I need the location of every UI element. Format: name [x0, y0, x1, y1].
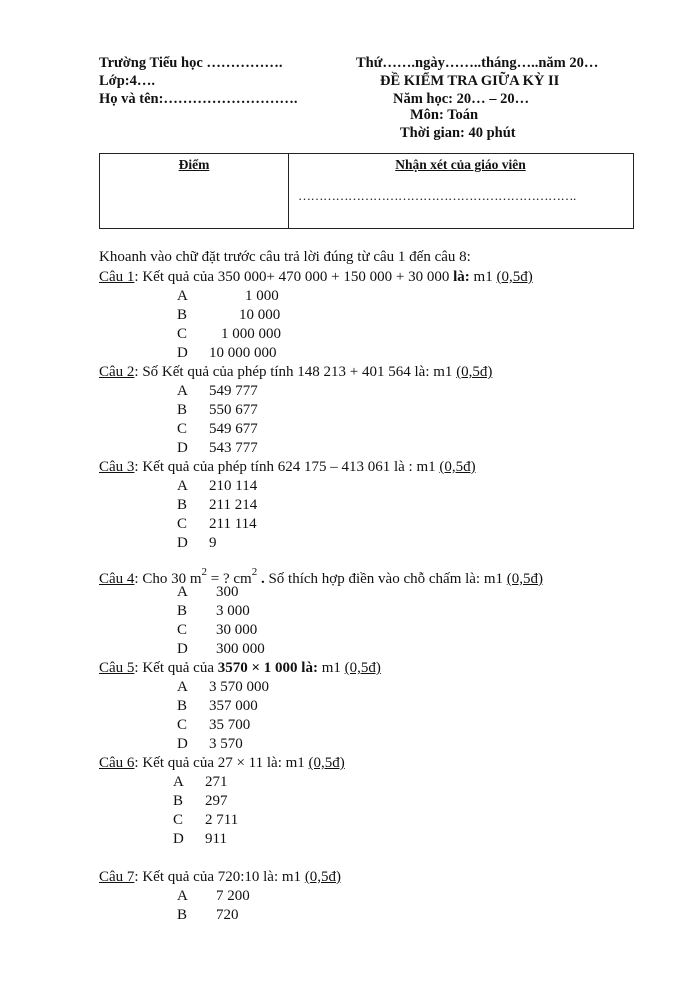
option-1c[interactable] [177, 325, 281, 343]
option-5b[interactable] [177, 697, 258, 715]
question-2 [99, 363, 492, 381]
option-value: 550 677 [209, 402, 258, 418]
option-4b[interactable] [177, 602, 250, 620]
option-letter: A [177, 478, 188, 494]
option-4d[interactable] [177, 640, 265, 658]
option-value: 210 114 [209, 478, 258, 494]
question-points: (0,5đ) [344, 660, 381, 676]
question-text: : Kết quả của phép tính 624 175 – 413 061 là : m1 [134, 459, 440, 475]
date-field: Thứ…….ngày……..tháng…..năm 20… [356, 55, 599, 71]
option-value: 720 [216, 907, 239, 923]
option-4c[interactable] [177, 621, 257, 639]
option-3d[interactable] [177, 534, 217, 552]
option-letter: B [177, 907, 188, 923]
option-letter: B [177, 603, 188, 619]
option-2a[interactable] [177, 382, 258, 400]
option-3c[interactable] [177, 515, 257, 533]
school-year: Năm học: 20… – 20… [393, 91, 530, 107]
question-5 [99, 659, 381, 677]
option-6a[interactable] [173, 773, 228, 791]
score-header: Điểm [178, 157, 210, 172]
option-letter: A [177, 383, 188, 399]
question-points: (0,5đ) [496, 269, 533, 285]
option-letter: A [177, 584, 188, 600]
option-2c[interactable] [177, 420, 258, 438]
question-3 [99, 458, 476, 476]
exam-time: Thời gian: 40 phút [400, 125, 516, 141]
option-value: 30 000 [216, 622, 258, 638]
option-value: 10 000 000 [209, 345, 277, 361]
student-name-field: Họ và tên:………………………. [99, 91, 298, 107]
option-letter: D [177, 736, 188, 752]
teacher-comment-line: …………………………………………………………. [298, 188, 576, 203]
option-value: 1 000 [245, 288, 279, 304]
question-4 [99, 563, 543, 588]
option-letter: A [177, 288, 188, 304]
option-6d[interactable] [173, 830, 227, 848]
option-6b[interactable] [173, 792, 228, 810]
option-value: 297 [205, 793, 228, 809]
option-1b[interactable] [177, 306, 280, 324]
superscript-2: 2 [251, 566, 258, 578]
question-points: (0,5đ) [439, 459, 476, 475]
option-letter: D [173, 831, 184, 847]
option-value: 3 000 [216, 603, 250, 619]
question-text: : Cho 30 m [134, 571, 202, 587]
superscript-2: 2 [201, 566, 208, 578]
question-text: : Kết quả của 27 × 11 là: m1 [134, 755, 309, 771]
option-letter: B [177, 307, 188, 323]
option-letter: D [177, 641, 188, 657]
option-letter: A [177, 679, 188, 695]
option-letter: C [177, 622, 188, 638]
exam-title: ĐỀ KIỂM TRA GIỮA KỲ II [380, 73, 560, 89]
subject: Môn: Toán [410, 107, 479, 123]
option-value: 911 [205, 831, 227, 847]
option-value: 357 000 [209, 698, 258, 714]
teacher-comment-header: Nhận xét của giáo viên [395, 157, 526, 172]
option-value: 1 000 000 [221, 326, 281, 342]
question-label: Câu 6 [99, 755, 135, 771]
question-text-level: m1 [469, 269, 497, 285]
question-text-bold: . [257, 571, 269, 587]
instruction: Khoanh vào chữ đặt trước câu trả lời đúng từ câu 1 đến câu 8: [99, 249, 471, 265]
question-text: : Số Kết quả của phép tính 148 213 + 401 564 là: m1 [134, 364, 457, 380]
question-text-bold: 3570 × 1 000 là: [217, 660, 318, 676]
option-value: 300 [216, 584, 239, 600]
option-value: 211 114 [209, 516, 257, 532]
question-label: Câu 3 [99, 459, 135, 475]
question-points: (0,5đ) [456, 364, 493, 380]
option-value: 35 700 [209, 717, 251, 733]
question-7 [99, 868, 341, 886]
option-letter: C [177, 326, 188, 342]
school-name: Trường Tiểu học ……………. [99, 55, 283, 71]
question-label: Câu 2 [99, 364, 135, 380]
question-label: Câu 4 [99, 571, 135, 587]
question-text-bold: là: [453, 269, 470, 285]
option-letter: B [177, 497, 188, 513]
question-label: Câu 1 [99, 269, 135, 285]
question-label: Câu 7 [99, 869, 135, 885]
question-points: (0,5đ) [308, 755, 345, 771]
option-value: 300 000 [216, 641, 265, 657]
option-letter: B [177, 402, 188, 418]
option-5c[interactable] [177, 716, 250, 734]
option-value: 3 570 [209, 736, 243, 752]
option-value: 9 [209, 535, 217, 551]
option-5d[interactable] [177, 735, 243, 753]
option-7a[interactable] [177, 887, 250, 905]
option-value: 10 000 [239, 307, 281, 323]
option-letter: B [177, 698, 188, 714]
option-value: 549 777 [209, 383, 258, 399]
question-text: = ? cm [207, 571, 252, 587]
question-text: : Kết quả của 720:10 là: m1 [134, 869, 305, 885]
option-letter: D [177, 440, 188, 456]
option-2d[interactable] [177, 439, 258, 457]
option-letter: C [177, 516, 188, 532]
question-points: (0,5đ) [506, 571, 544, 587]
option-letter: A [173, 774, 184, 790]
option-value: 543 777 [209, 440, 258, 456]
option-3a[interactable] [177, 477, 257, 495]
question-text: : Kết quả của [134, 660, 218, 676]
option-3b[interactable] [177, 496, 257, 514]
option-letter: A [177, 888, 188, 904]
option-6c[interactable] [173, 811, 238, 829]
question-6 [99, 754, 345, 772]
question-text: Số thích hợp điền vào chỗ chấm là: m1 [268, 571, 507, 587]
option-4a[interactable] [177, 583, 239, 601]
option-value: 7 200 [216, 888, 250, 904]
option-2b[interactable] [177, 401, 258, 419]
option-letter: C [177, 717, 188, 733]
option-5a[interactable] [177, 678, 269, 696]
option-letter: B [173, 793, 184, 809]
option-1a[interactable] [177, 287, 279, 305]
option-1d[interactable] [177, 344, 277, 362]
question-text-level: m1 [317, 660, 345, 676]
option-7b[interactable] [177, 906, 239, 924]
question-label: Câu 5 [99, 660, 135, 676]
option-letter: C [177, 421, 188, 437]
option-letter: D [177, 535, 188, 551]
option-value: 2 711 [205, 812, 239, 828]
option-value: 211 214 [209, 497, 258, 513]
question-1 [99, 268, 533, 286]
option-letter: C [173, 812, 184, 828]
option-value: 271 [205, 774, 228, 790]
question-text: : Kết quả của 350 000+ 470 000 + 150 000 + 30 000 [134, 269, 454, 285]
class-field: Lớp:4…. [99, 73, 155, 89]
option-value: 549 677 [209, 421, 258, 437]
option-letter: D [177, 345, 188, 361]
question-points: (0,5đ) [304, 869, 342, 885]
option-value: 3 570 000 [209, 679, 269, 695]
score-comment-table [99, 153, 634, 229]
